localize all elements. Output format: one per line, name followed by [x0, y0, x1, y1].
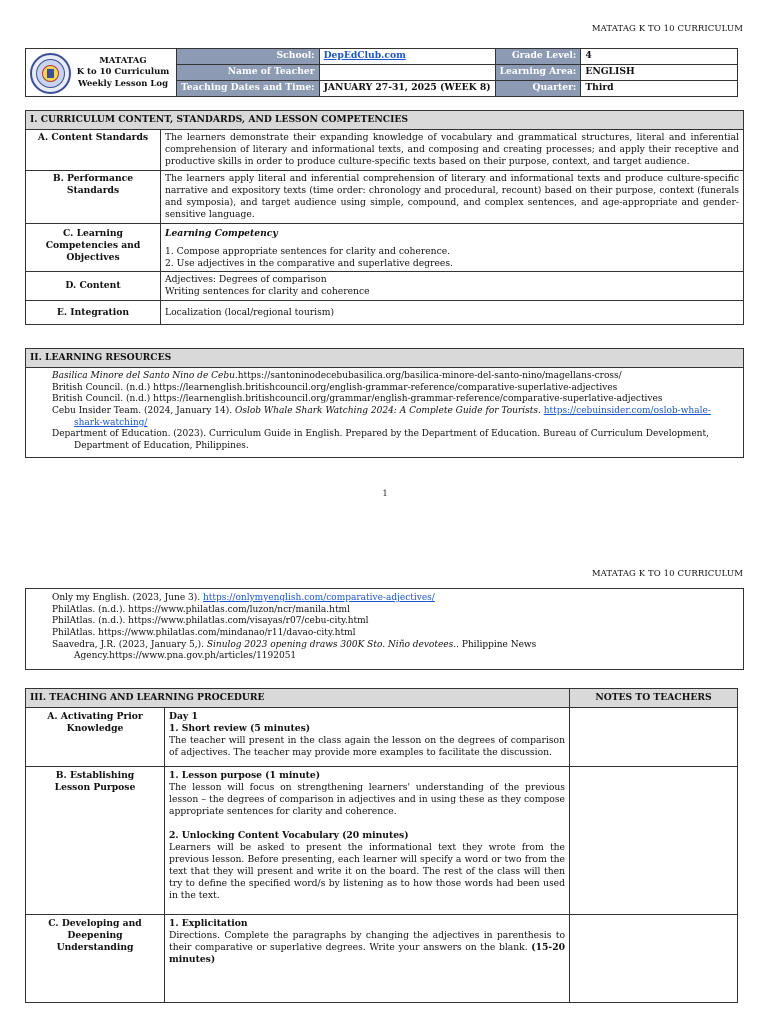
resource-link[interactable]: https://cebuinsider.com/oslob-whale-shark-watching/: [74, 406, 711, 428]
resource-title: Oslob Whale Shark Watching 2024: A Complete Guide for Tourists: [234, 406, 538, 417]
content-item-2: Writing sentences for clarity and coherence: [165, 286, 370, 298]
establishing-lesson-purpose-label: B. Establishing Lesson Purpose: [26, 767, 165, 915]
resource-item: British Council. (n.d.) https://learnenglish.britishcouncil.org/english-grammar-reference/comparative-superlative-adjectives: [52, 382, 618, 393]
day-label: Day 1: [169, 711, 198, 722]
grade-level-label: Grade Level:: [495, 49, 581, 65]
resource-item: Only my English. (2023, June 3). https://onlymyenglish.com/comparative-adjectives/: [52, 593, 435, 603]
resource-item: British Council. (n.d.) https://learnenglish.britishcouncil.org/grammar/english-grammar-reference/comparative-superlative-adjectives: [52, 394, 663, 405]
teaching-procedure-table: [25, 688, 738, 1003]
resource-item: PhilAtlas. (n.d.). https://www.philatlas.com/luzon/ncr/manila.html: [52, 604, 350, 615]
notes-cell: [570, 767, 738, 915]
content-standards-text: The learners demonstrate their expanding knowledge of vocabulary and grammatical structures, literal and inferential comprehension of literary and informational texts, and composing and creating processes; and apply their receptive and productive skills in order to produce culture-specific texts based on their purpose, context, and target audience.: [161, 129, 744, 170]
lesson-purpose-heading: 1. Lesson purpose (1 minute): [169, 770, 321, 781]
resource-item: PhilAtlas. (n.d.). https://www.philatlas.com/visayas/r07/cebu-city.html: [52, 616, 369, 627]
competency-item-2: 2. Use adjectives in the comparative and superlative degrees.: [165, 257, 453, 269]
competencies-label: C. Learning Competencies and Objectives: [26, 223, 161, 272]
lesson-log-info-table: [25, 48, 738, 97]
learning-area-value: ENGLISH: [581, 65, 738, 81]
learning-resources-table: [25, 348, 744, 458]
log-title-line3: Weekly Lesson Log: [77, 78, 169, 89]
log-title-line2: K to 10 Curriculum: [76, 67, 170, 78]
explicitation-text: Directions. Complete the paragraphs by changing the adjectives in parenthesis to their comparative or superlative degrees. Write your answers on the blank. (15-20 minutes): [169, 929, 565, 965]
explicitation-time: (15-20 minutes): [169, 941, 565, 965]
content-standards-label: A. Content Standards: [26, 129, 161, 170]
competency-heading: Learning Competency: [165, 227, 278, 239]
resource-link[interactable]: https://onlymyenglish.com/comparative-adjectives/: [202, 593, 435, 603]
activating-prior-knowledge-label: A. Activating Prior Knowledge: [26, 708, 165, 767]
log-title-cell: [26, 49, 177, 97]
notes-to-teachers-header: NOTES TO TEACHERS: [570, 689, 738, 708]
deped-seal-logo: [30, 53, 71, 94]
section-2-title: II. LEARNING RESOURCES: [26, 349, 744, 368]
resource-title: Basilica Minore del Santo Nino de Cebu.: [52, 370, 238, 381]
teaching-dates-label: Teaching Dates and Time:: [177, 81, 320, 97]
quarter-value: Third: [581, 81, 738, 97]
log-title-line1: MATATAG: [99, 56, 147, 66]
resource-title: Sinulog 2023 opening draws 300K Sto. Niño devotees: [206, 639, 454, 650]
content-item-1: Adjectives: Degrees of comparison: [165, 274, 327, 286]
resource-item: [52, 371, 739, 383]
vocabulary-heading: 2. Unlocking Content Vocabulary (20 minutes): [169, 829, 409, 841]
lesson-purpose-text: The lesson will focus on strengthening learners' understanding of the previous lesson – the degrees of comparison in adjectives and in using these as they compose appropriate sentences for clarity and coherence.: [169, 781, 565, 817]
teacher-name-label: Name of Teacher: [177, 65, 320, 81]
quarter-label: Quarter:: [495, 81, 581, 97]
curriculum-content-table: [25, 110, 744, 325]
teaching-dates-value: JANUARY 27-31, 2025 (WEEK 8): [319, 81, 495, 97]
teacher-name-value: [319, 65, 495, 81]
learning-resources-continued-table: [25, 588, 744, 670]
content-label: D. Content: [26, 272, 161, 301]
short-review-heading: 1. Short review (5 minutes): [169, 722, 311, 734]
learning-area-label: Learning Area:: [495, 65, 581, 81]
developing-understanding-label: C. Developing and Deepening Understanding: [26, 915, 165, 1003]
integration-label: E. Integration: [26, 301, 161, 325]
resource-item: Cebu Insider Team. (2024, January 14). Oslob Whale Shark Watching 2024: A Complete Guide for Tourists. https://cebuinsider.com/oslob-whale-shark-watching/: [52, 406, 711, 428]
curriculum-header-page-2: MATATAG K TO 10 CURRICULUM: [591, 569, 743, 579]
performance-standards-label: B. Performance Standards: [26, 170, 161, 223]
explicitation-heading: 1. Explicitation: [169, 918, 248, 929]
resource-item: Department of Education. (2023). Curriculum Guide in English. Prepared by the Department of Education. Bureau of Curriculum Development, Department of Education, Philippines.: [52, 429, 709, 452]
section-1-title: I. CURRICULUM CONTENT, STANDARDS, AND LESSON COMPETENCIES: [26, 111, 744, 130]
resource-url: https://santoninodecebubasilica.org/basilica-minore-del-santo-nino/magellans-cross/: [237, 370, 622, 381]
page-number: 1: [382, 489, 388, 498]
performance-standards-text: The learners apply literal and inferential comprehension of literary and informational texts and produce culture-specific narrative and expository texts (time order: chronology and procedural, recount) based on their purpose, context (funerals and symposia), and target audience using simple, compound, and complex sentences, and age-appropriate and gender-sensitive language.: [161, 170, 744, 223]
grade-level-value: 4: [581, 49, 738, 65]
curriculum-header: MATATAG K TO 10 CURRICULUM: [591, 24, 743, 34]
section-3-title: III. TEACHING AND LEARNING PROCEDURE: [26, 689, 570, 708]
vocabulary-text: Learners will be asked to present the informational text they wrote from the previous lesson. Before presenting, each learner will specify a word or two from the text that they will present and write it on the board. The rest of the class will then try to define the specified word/s by listening as to how those words had been used in the text.: [169, 841, 565, 901]
notes-cell: [570, 708, 738, 767]
resource-item: Saavedra, J.R. (2023, January 5,). Sinulog 2023 opening draws 300K Sto. Niño devotees.. Philippine News Agency.https://www.pna.gov.ph/articles/1192051: [52, 639, 537, 662]
integration-text: Localization (local/regional tourism): [161, 301, 744, 325]
school-label: School:: [177, 49, 320, 65]
short-review-text: The teacher will present in the class again the lesson on the degrees of comparison of adjectives. The teacher may provide more examples to facilitate the discussion.: [169, 734, 565, 758]
notes-cell: [570, 915, 738, 1003]
school-link[interactable]: DepEdClub.com: [323, 50, 406, 61]
resource-item: PhilAtlas. https://www.philatlas.com/mindanao/r11/davao-city.html: [52, 628, 356, 639]
competency-item-1: 1. Compose appropriate sentences for clarity and coherence.: [165, 245, 451, 257]
